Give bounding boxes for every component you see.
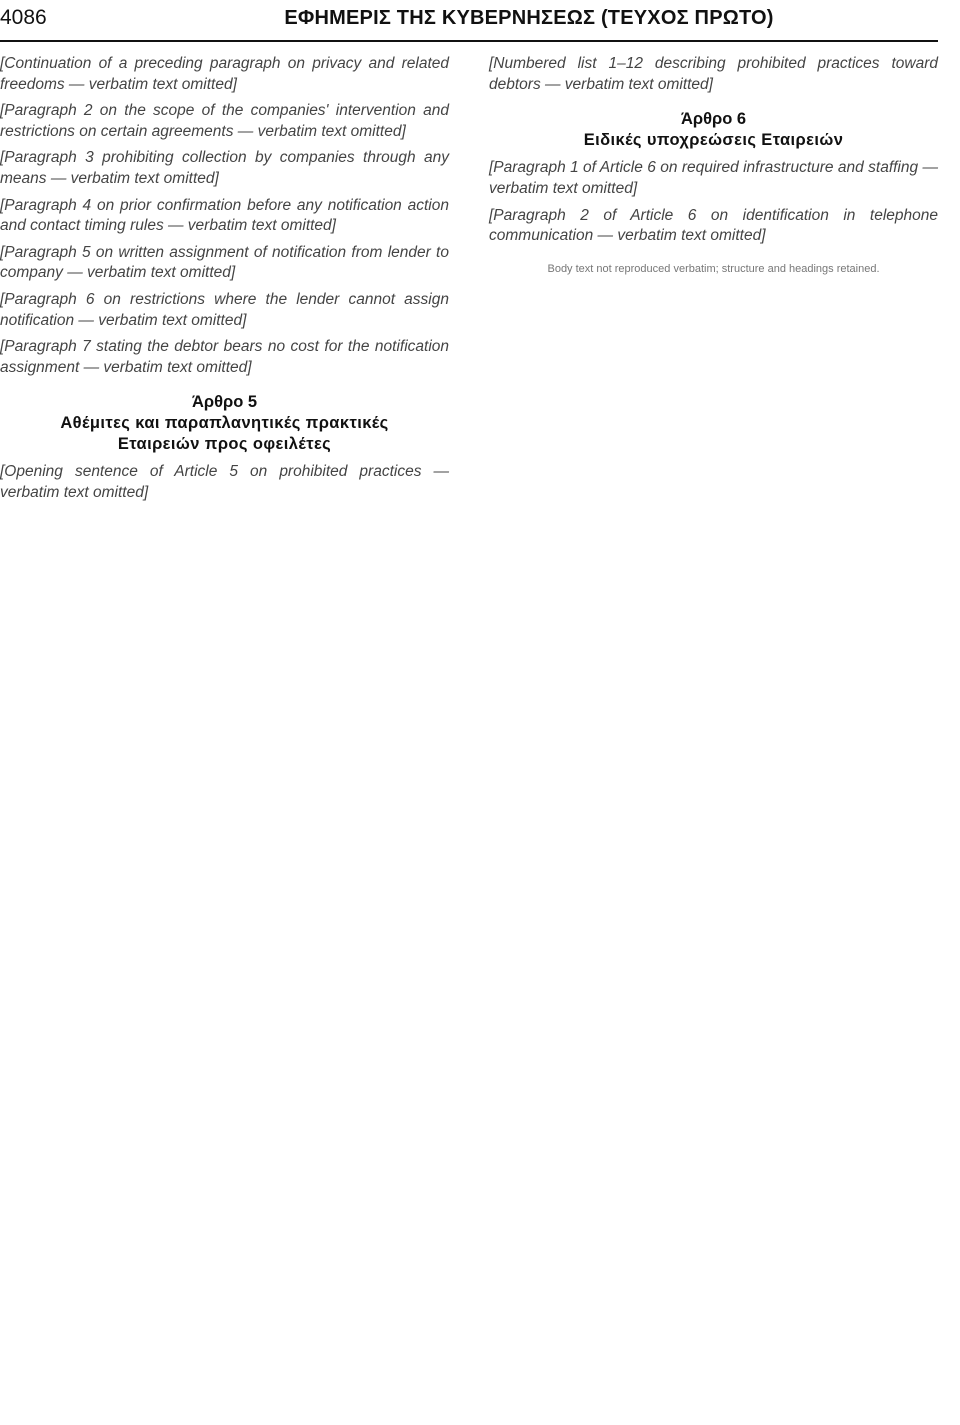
left-column — [0, 54, 449, 509]
article-title: Αθέμιτες και παραπλανητικές πρακτικές — [60, 413, 389, 432]
paragraph: [Paragraph 2 of Article 6 on identification in telephone communication — verbatim text omitted] — [489, 206, 938, 245]
paragraph: [Paragraph 4 on prior confirmation before any notification action and contact timing rules — verbatim text omitted] — [0, 196, 449, 235]
running-title: ΕΦΗΜΕΡΙΣ ΤΗΣ ΚΥΒΕΡΝΗΣΕΩΣ (ΤΕΥΧΟΣ ΠΡΩΤΟ) — [284, 7, 774, 29]
paragraph: [Numbered list 1–12 describing prohibited practices toward debtors — verbatim text omitted] — [489, 55, 938, 93]
paragraph: [Paragraph 7 stating the debtor bears no cost for the notification assignment — verbatim text omitted] — [0, 338, 449, 376]
notice: Body text not reproduced verbatim; structure and headings retained. — [547, 262, 880, 275]
page-number: 4086 — [0, 6, 47, 29]
article-title: Εταιρειών προς οφειλέτες — [117, 434, 332, 453]
article-number: Άρθρο 5 — [191, 393, 258, 412]
article-number: Άρθρο 6 — [680, 110, 747, 129]
article-title: Ειδικές υποχρεώσεις Εταιρειών — [583, 130, 844, 149]
paragraph: [Continuation of a preceding paragraph on privacy and related freedoms — verbatim text omitted] — [0, 55, 449, 93]
paragraph: [Opening sentence of Article 5 on prohibited practices — verbatim text omitted] — [0, 463, 449, 501]
paragraph: [Paragraph 1 of Article 6 on required infrastructure and staffing — verbatim text omitted] — [489, 159, 938, 197]
paragraph: [Paragraph 6 on restrictions where the lender cannot assign notification — verbatim text omitted] — [0, 290, 449, 329]
paragraph: [Paragraph 5 on written assignment of notification from lender to company — verbatim text omitted] — [0, 243, 449, 282]
text-columns — [0, 54, 938, 509]
page-header — [0, 0, 938, 42]
article-heading — [489, 109, 938, 150]
right-column — [489, 54, 938, 509]
article-heading — [0, 392, 449, 454]
paragraph: [Paragraph 2 on the scope of the companies' intervention and restrictions on certain agreements — verbatim text omitted] — [0, 102, 449, 140]
paragraph: [Paragraph 3 prohibiting collection by companies through any means — verbatim text omitted] — [0, 149, 449, 187]
